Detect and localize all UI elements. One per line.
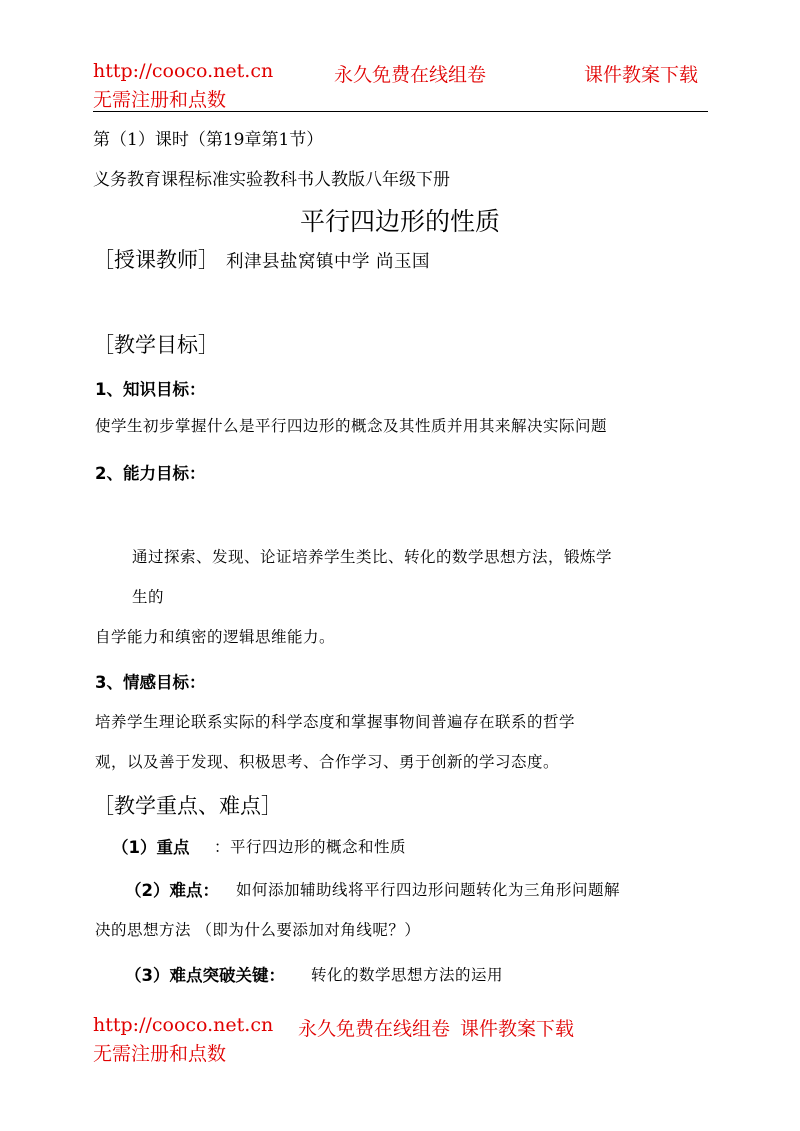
- key2-label: （2）难点：: [125, 881, 219, 900]
- key1-text: ：平行四边形的概念和性质: [214, 838, 407, 856]
- header-slogan-free-exam: 永久免费在线组卷: [334, 64, 487, 86]
- goal2-text-line2: 生的: [132, 588, 165, 606]
- goal3-text-line1: 培养学生理论联系实际的科学态度和掌握事物间普遍存在联系的哲学: [95, 713, 576, 731]
- goal3-text-line2: 观，以及善于发现、积极思考、合作学习、勇于创新的学习态度。: [95, 753, 560, 771]
- page-title: 平行四边形的性质: [299, 207, 500, 236]
- header-slogan-courseware: 课件教案下载: [584, 64, 699, 86]
- goal2-label: 2、能力目标：: [95, 464, 206, 483]
- key2-text-line2: 决的思想方法 （即为什么要添加对角线呢？）: [95, 921, 421, 939]
- goal3-label: 3、情感目标：: [95, 673, 206, 692]
- teacher-value: 利津县盐窝镇中学 尚玉国: [226, 252, 431, 272]
- textbook-line: 义务教育课程标准实验教科书人教版八年级下册: [93, 170, 450, 190]
- goals-heading: ［教学目标］: [93, 333, 219, 357]
- key1-label: （1）重点: [112, 838, 190, 857]
- header-url[interactable]: http://cooco.net.cn: [93, 60, 274, 82]
- teacher-label: ［授课教师］: [93, 248, 219, 272]
- goal1-label: 1、知识目标：: [95, 380, 206, 399]
- header-slogan-no-register: 无需注册和点数: [93, 89, 227, 111]
- lesson-line: 第（1）课时（第19章第1节）: [93, 130, 324, 150]
- footer-slogan-courseware: 课件教案下载: [460, 1018, 575, 1040]
- footer-slogan-free-exam: 永久免费在线组卷: [298, 1018, 451, 1040]
- goal2-text-line3: 自学能力和缜密的逻辑思维能力。: [95, 628, 336, 646]
- footer-url[interactable]: http://cooco.net.cn: [93, 1014, 274, 1036]
- key3-text: 转化的数学思想方法的运用: [311, 966, 504, 984]
- key-points-heading: ［教学重点、难点］: [93, 794, 282, 818]
- goal2-text-line1: 通过探索、发现、论证培养学生类比、转化的数学思想方法，锻炼学: [132, 548, 613, 566]
- key3-label: （3）难点突破关键：: [125, 966, 285, 985]
- goal1-text: 使学生初步掌握什么是平行四边形的概念及其性质并用其来解决实际问题: [95, 417, 608, 435]
- footer-slogan-no-register: 无需注册和点数: [93, 1043, 227, 1065]
- key2-text-line1: 如何添加辅助线将平行四边形问题转化为三角形问题解: [236, 881, 621, 899]
- header-divider: [93, 111, 708, 112]
